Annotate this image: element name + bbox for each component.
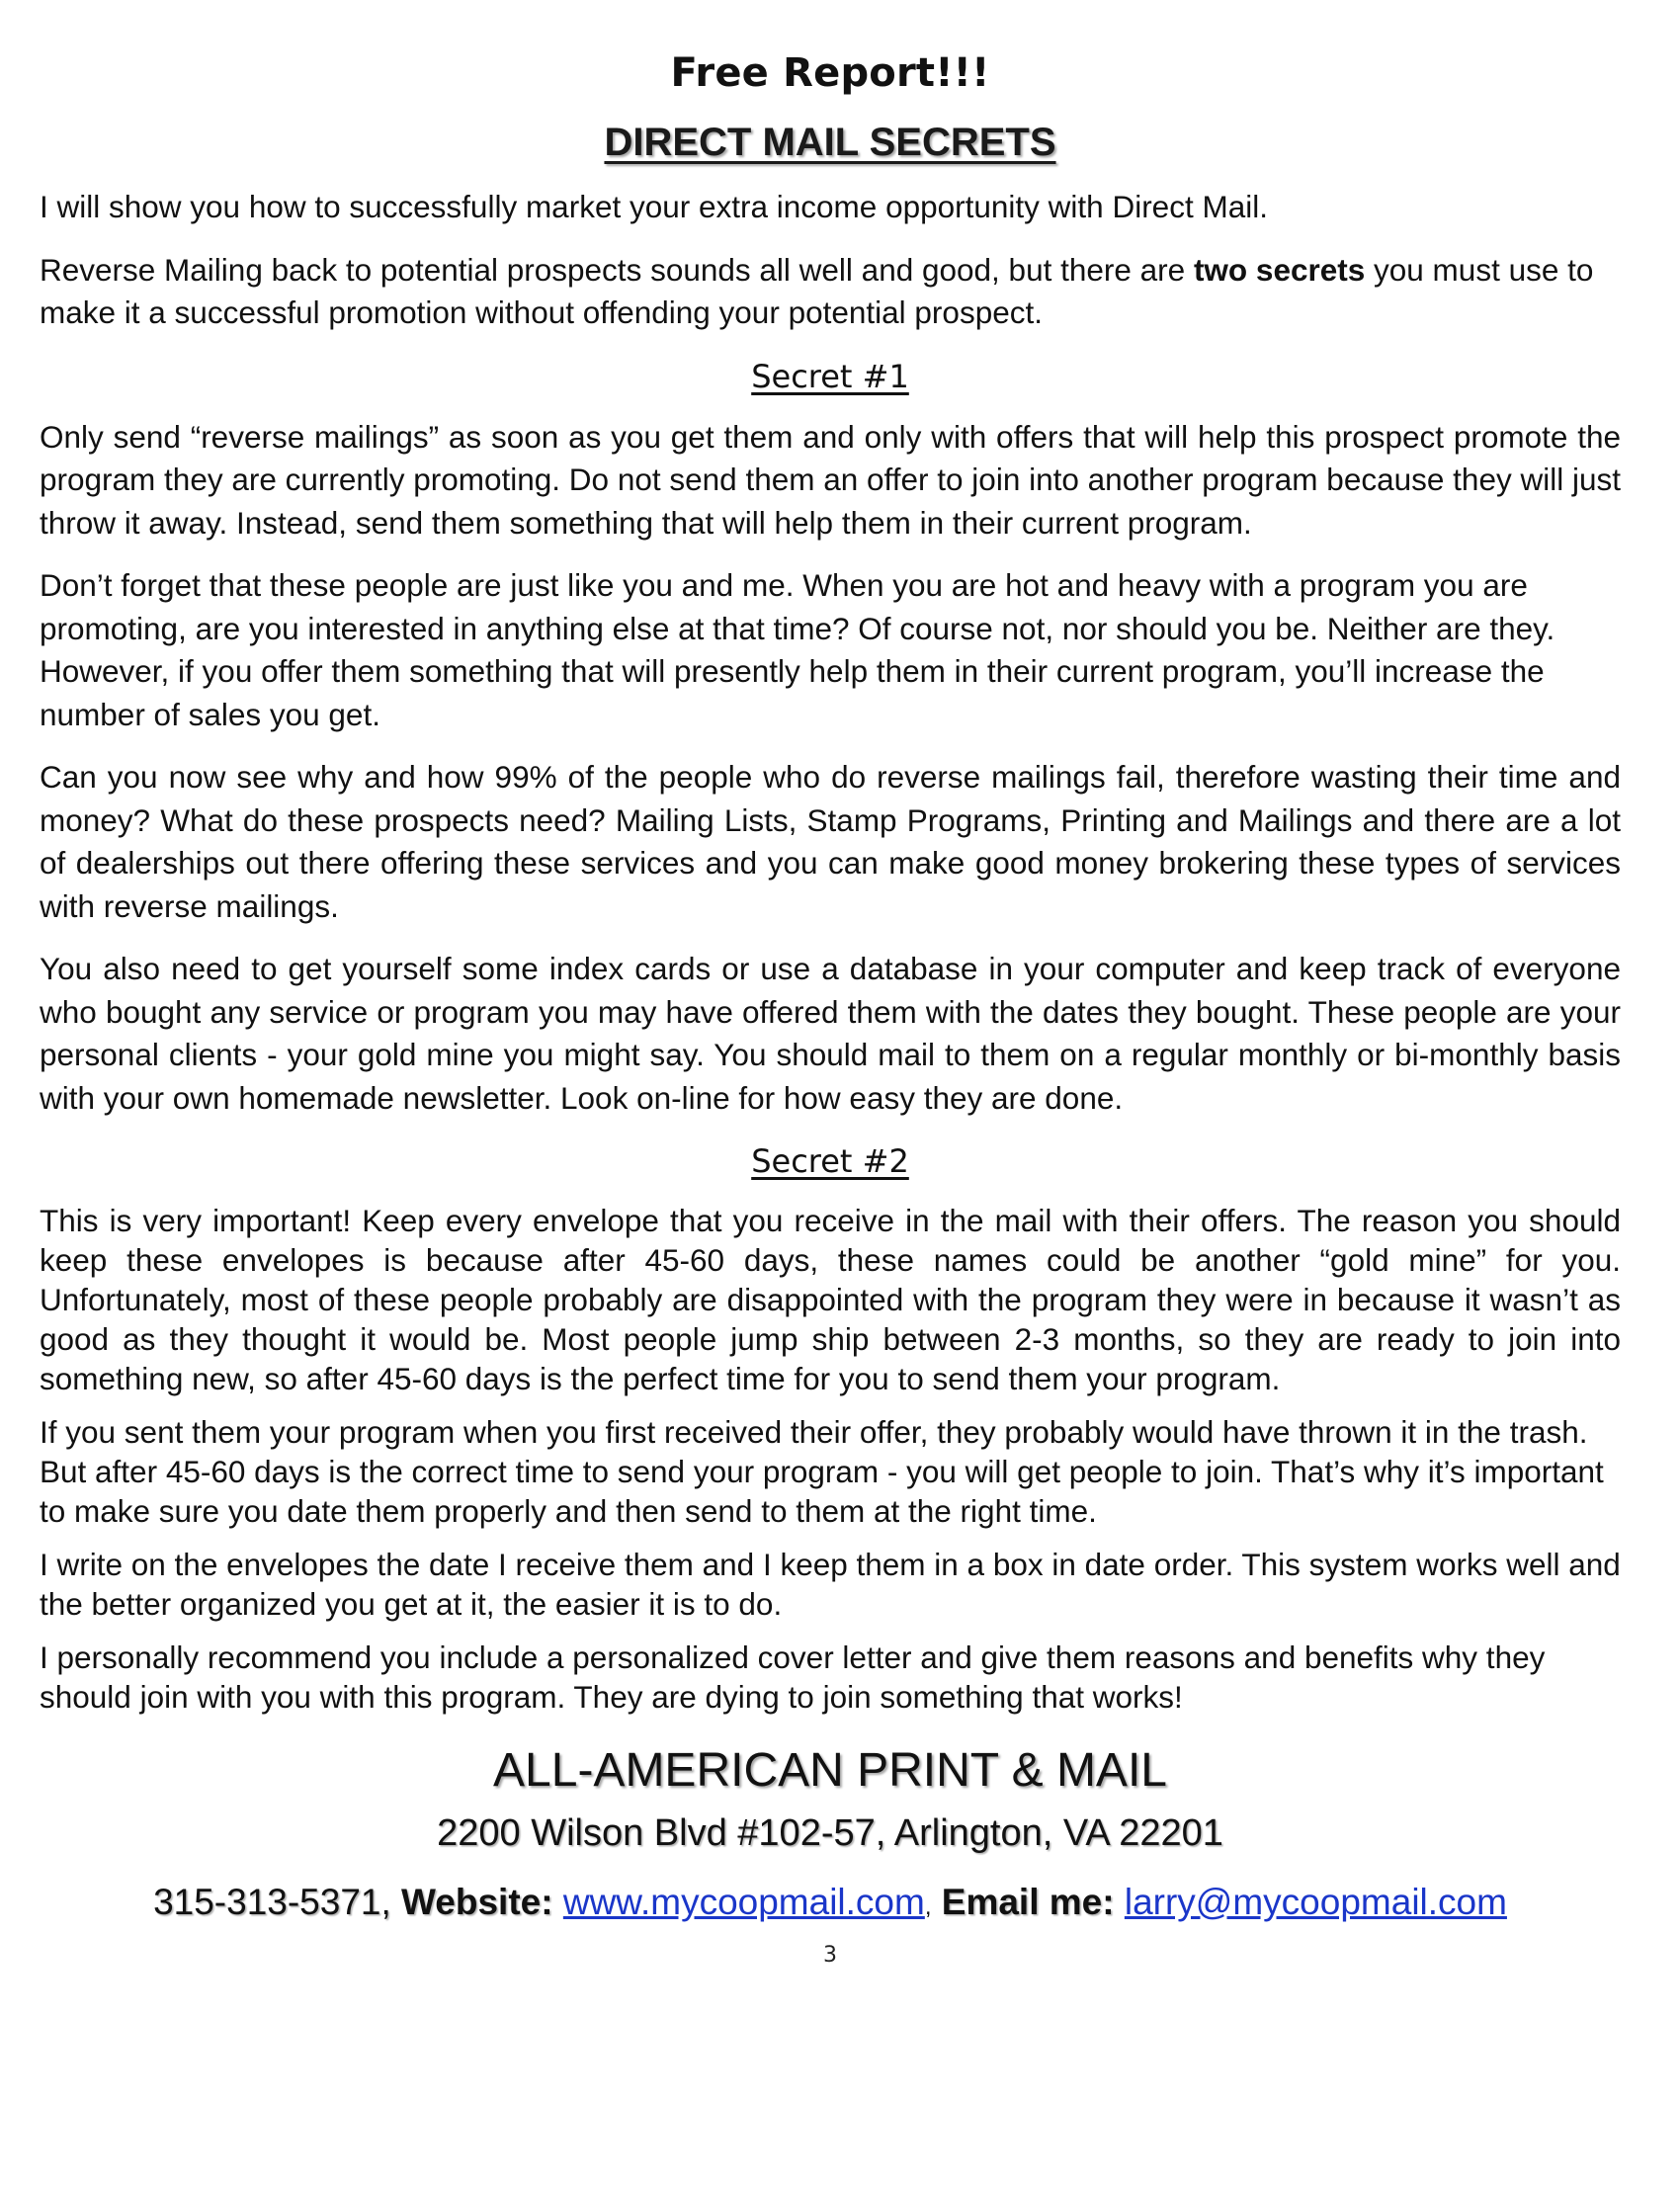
secret-1-heading: Secret #1 [751,357,909,395]
secret-1-paragraph: Can you now see why and how 99% of the people who do reverse mailings fail, therefore wasting their time and money? What do these prospects need? Mailing Lists, Stamp Programs, Printing and Mailings and there are a lot of dealerships out there offering these services and you can make good money brokering these types of services with reverse mailings. [40,759,1621,924]
email-link[interactable]: larry@mycoopmail.com [1124,1882,1507,1922]
page-number: 3 [823,1943,837,1968]
secret-1-paragraph: Only send “reverse mailings” as soon as you get them and only with offers that will help this prospect promote the program they are currently promoting. Do not send them an offer to join into another program because they will just throw it away. Instead, send them something that will help them in their current program. [40,418,1621,541]
secret-1-paragraph: You also need to get yourself some index cards or use a database in your computer and keep track of everyone who bought any service or program you may have offered them with the dates they bought. These people are your personal clients - your gold mine you might say. You should mail to them on a regular monthly or bi-monthly basis with your own homemade newsletter. Look on-line for how easy they are done. [40,951,1621,1116]
secret-2-paragraph: I personally recommend you include a personalized cover letter and give them reasons and benefits why they should join with you with this program. They are dying to join something that works! [40,1639,1546,1715]
website-label: Website: [401,1882,553,1922]
intro-paragraph-2 [40,249,1621,335]
email-label: Email me: [941,1882,1115,1922]
contact-separator: , [924,1893,932,1920]
company-name: ALL-AMERICAN PRINT & MAIL [493,1744,1167,1797]
company-address: 2200 Wilson Blvd #102-57, Arlington, VA 22201 [437,1812,1223,1854]
page-content [40,43,1621,1971]
secret-2-paragraph: This is very important! Keep every envelope that you receive in the mail with their offers. The reason you should keep these envelopes is because after 45-60 days, these names could be another “gold mine” for you. Unfortunately, most of these people probably are disappointed with the program they were in because it wasn’t as good as they thought it would be. Most people jump ship between 2-3 months, so they are ready to join into something new, so after 45-60 days is the perfect time for you to send them your program. [40,1203,1621,1396]
intro-paragraph-1: I will show you how to successfully market your extra income opportunity with Direct Mail. [40,189,1268,224]
intro-text-after: you must use to make it a successful promotion without offending your potential prospect. [40,251,1594,330]
contact-line [40,1877,1621,1933]
secret-2-heading: Secret #2 [751,1142,909,1180]
secret-2-paragraph: If you sent them your program when you first received their offer, they probably would have thrown it in the trash. But after 45-60 days is the correct time to send your program - you will get people to join. That’s why it’s important to make sure you date them properly and then send to them at the right time. [40,1414,1604,1529]
secret-2-paragraph: I write on the envelopes the date I receive them and I keep them in a box in date order. This system works well and the better organized you get at it, the easier it is to do. [40,1547,1621,1622]
two-secrets-emphasis: two secrets [1193,251,1366,288]
phone-number: 315-313-5371, [153,1882,391,1922]
report-title: Free Report!!! [670,50,990,96]
website-link[interactable]: www.mycoopmail.com [562,1882,925,1922]
intro-text-before: Reverse Mailing back to potential prospects sounds all well and good, but there are [40,251,1194,288]
main-heading: DIRECT MAIL SECRETS [604,121,1056,164]
secret-1-paragraph: Don’t forget that these people are just like you and me. When you are hot and heavy with a program you are promoting, are you interested in anything else at that time? Of course not, nor should you be. Neither are they. However, if you offer them something that will presently help them in their current program, you’ll increase the number of sales you get. [40,567,1555,732]
